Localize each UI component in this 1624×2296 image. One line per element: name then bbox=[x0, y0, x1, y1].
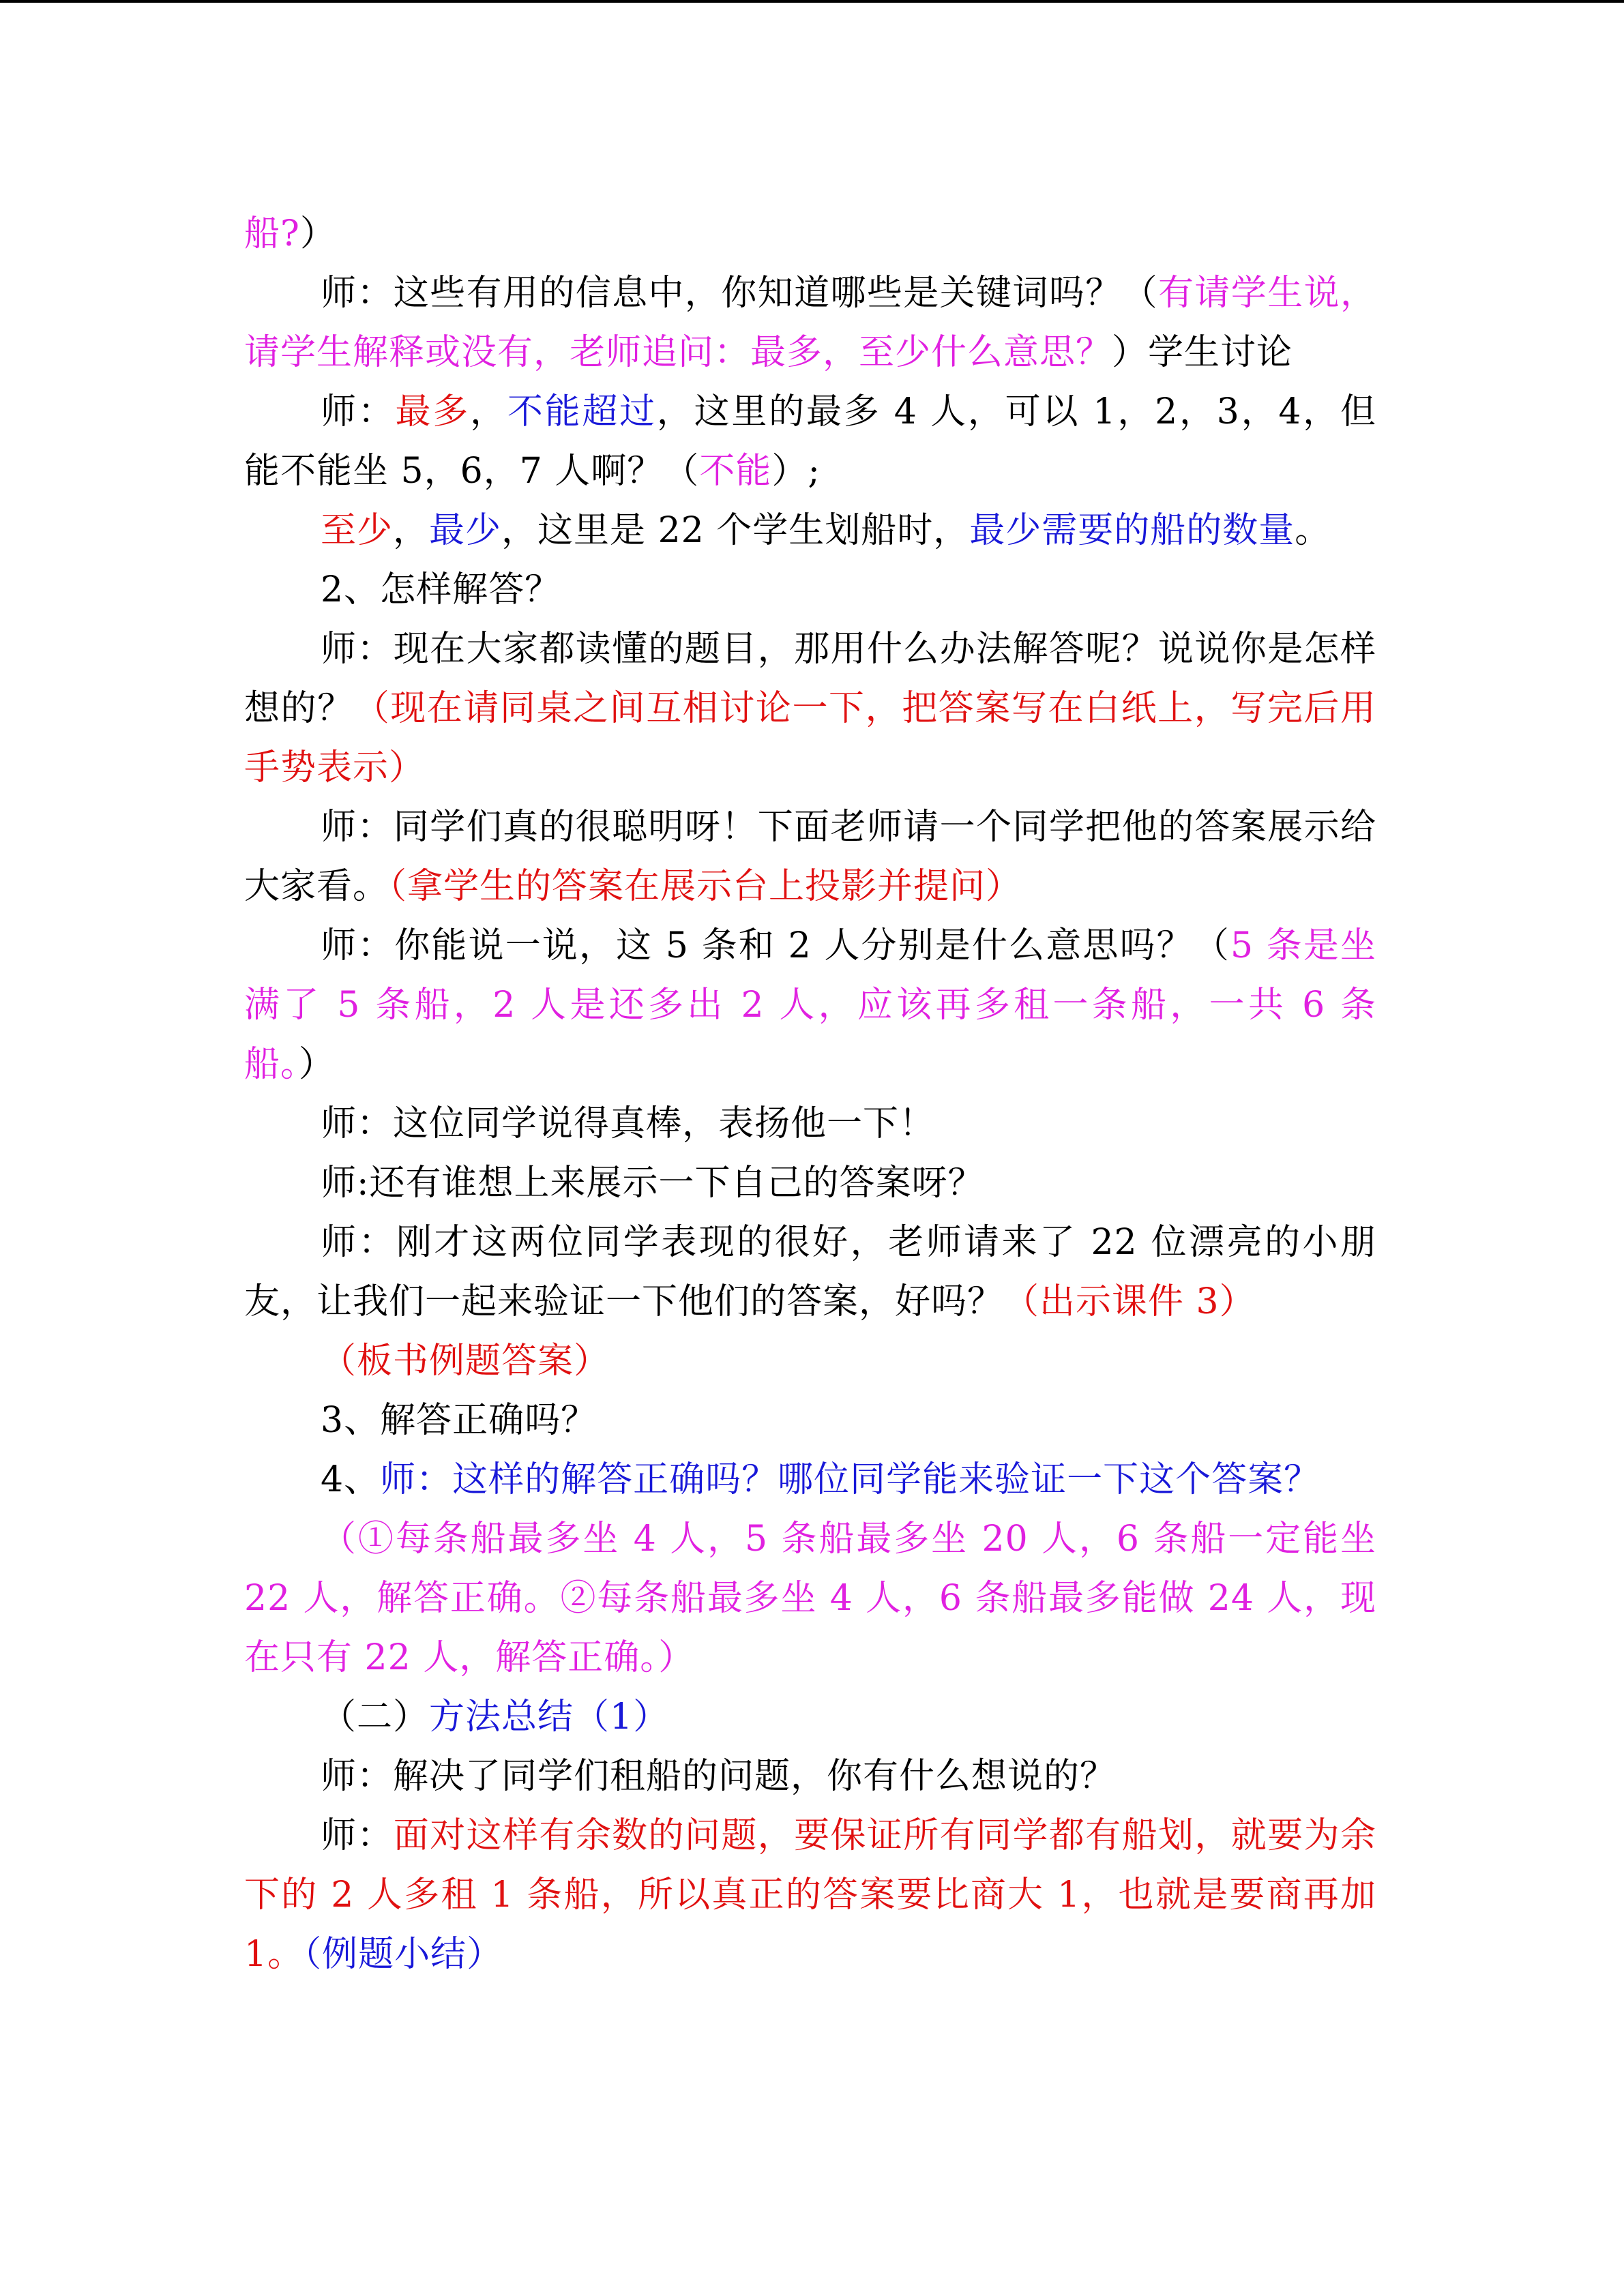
text-segment-red: （拿学生的答案在展示台上投影并提问） bbox=[389, 866, 1022, 907]
paragraph bbox=[244, 501, 1376, 561]
text-segment-blue: 最少 bbox=[429, 510, 502, 551]
text-segment-blue: 不能超过 bbox=[507, 391, 657, 432]
text-segment-magenta: 5 条是坐满了 5 条船，2 人是还多出 2 人，应该再多租一条船，一共 6 条船。 bbox=[244, 925, 1376, 1085]
paragraph bbox=[244, 264, 1376, 383]
text-segment-black: ，这里是 22 个学生划船时， bbox=[501, 510, 970, 551]
text-segment-blue: 最少需要的船的数量 bbox=[969, 510, 1295, 551]
paragraph bbox=[244, 1688, 1376, 1747]
text-segment-red: 面对这样有余数的问题，要保证所有同学都有船划，就要为余下的 2 人多租 1 条船，所以真正的答案要比商大 1，也就是要商再加 1。 bbox=[244, 1815, 1376, 1975]
text-segment-black: 师：刚才这两位同学表现的很好，老师请来了 22 位漂亮的小朋友，让我们一起来验证一下他们的答案，好吗？ bbox=[244, 1222, 1376, 1322]
text-segment-black: ， bbox=[470, 391, 507, 432]
text-segment-black: ， bbox=[393, 510, 430, 551]
text-segment-black: 师：同学们真的很聪明呀！下面老师请一个同学把他的答案展示给大家看。 bbox=[244, 807, 1376, 907]
text-segment-black: 师： bbox=[321, 1815, 394, 1856]
text-segment-black: 师：解决了同学们租船的问题，你有什么想说的？ bbox=[321, 1756, 1117, 1797]
text-segment-black: 4、 bbox=[321, 1459, 381, 1500]
text-segment-red: 最多 bbox=[395, 391, 471, 432]
text-segment-black: 师:还有谁想上来展示一下自己的答案呀？ bbox=[321, 1163, 984, 1204]
text-segment-black: 3、解答正确吗？ bbox=[321, 1400, 597, 1441]
paragraph bbox=[244, 1510, 1376, 1688]
text-segment-red: （出示课件 3） bbox=[1003, 1281, 1256, 1322]
paragraph bbox=[244, 1094, 1376, 1154]
paragraph bbox=[244, 1806, 1376, 1984]
text-segment-black: 师： bbox=[321, 391, 396, 432]
paragraph bbox=[244, 1154, 1376, 1213]
text-segment-black: 师：现在大家都读懂的题目，那用什么办法解答呢？说说你是怎样想的？ bbox=[244, 629, 1376, 729]
paragraph bbox=[244, 383, 1376, 501]
paragraph bbox=[244, 1391, 1376, 1450]
paragraph bbox=[244, 561, 1376, 620]
text-segment-red: 至少 bbox=[321, 510, 394, 551]
text-segment-black: （二） bbox=[321, 1697, 430, 1738]
text-segment-blue: （例题小结） bbox=[304, 1934, 503, 1975]
text-segment-magenta: 船? bbox=[244, 213, 300, 254]
paragraph bbox=[244, 620, 1376, 798]
text-segment-magenta: （①每条船最多坐 4 人，5 条船最多坐 20 人，6 条船一定能坐 22 人，解答正确。②每条船最多坐 4 人，6 条船最多能做 24 人，现在只有 22 人，解答正确。） bbox=[244, 1519, 1376, 1678]
text-segment-red: （现在请同桌之间互相讨论一下，把答案写在白纸上，写完后用手势表示） bbox=[244, 688, 1376, 788]
paragraph bbox=[244, 798, 1376, 916]
text-segment-black: ）学生讨论 bbox=[1112, 332, 1293, 373]
text-segment-blue: 方法总结（1） bbox=[429, 1697, 670, 1738]
paragraph bbox=[244, 916, 1376, 1094]
text-segment-black: ，这里的最多 4 人，可以 1，2，3，4，但能不能坐 5，6，7 人啊？（ bbox=[244, 391, 1376, 492]
text-segment-black: 师：这些有用的信息中，你知道哪些是关键词吗？（ bbox=[321, 273, 1159, 314]
text-segment-black: ） bbox=[299, 1044, 336, 1085]
text-segment-black: 师：这位同学说得真棒，表扬他一下！ bbox=[321, 1103, 936, 1144]
text-segment-black: ）; bbox=[771, 451, 821, 492]
paragraph bbox=[244, 205, 1376, 264]
paragraph bbox=[244, 1747, 1376, 1806]
document-body bbox=[244, 205, 1376, 1984]
text-segment-black: 师：你能说一说，这 5 条和 2 人分别是什么意思吗？（ bbox=[321, 925, 1230, 966]
text-segment-magenta: 有请学生说，请学生解释或没有，老师追问：最多，至少什么意思？ bbox=[244, 273, 1376, 373]
paragraph bbox=[244, 1213, 1376, 1332]
text-segment-blue: 师：这样的解答正确吗？哪位同学能来验证一下这个答案？ bbox=[380, 1459, 1320, 1500]
text-segment-black: 2、怎样解答？ bbox=[321, 569, 561, 610]
paragraph bbox=[244, 1450, 1376, 1510]
text-segment-black: ） bbox=[299, 213, 336, 254]
text-segment-red: （板书例题答案） bbox=[321, 1341, 610, 1382]
text-segment-black: 。 bbox=[1295, 510, 1331, 551]
top-border-line bbox=[0, 0, 1624, 3]
paragraph bbox=[244, 1332, 1376, 1391]
text-segment-magenta: 不能 bbox=[699, 451, 772, 492]
